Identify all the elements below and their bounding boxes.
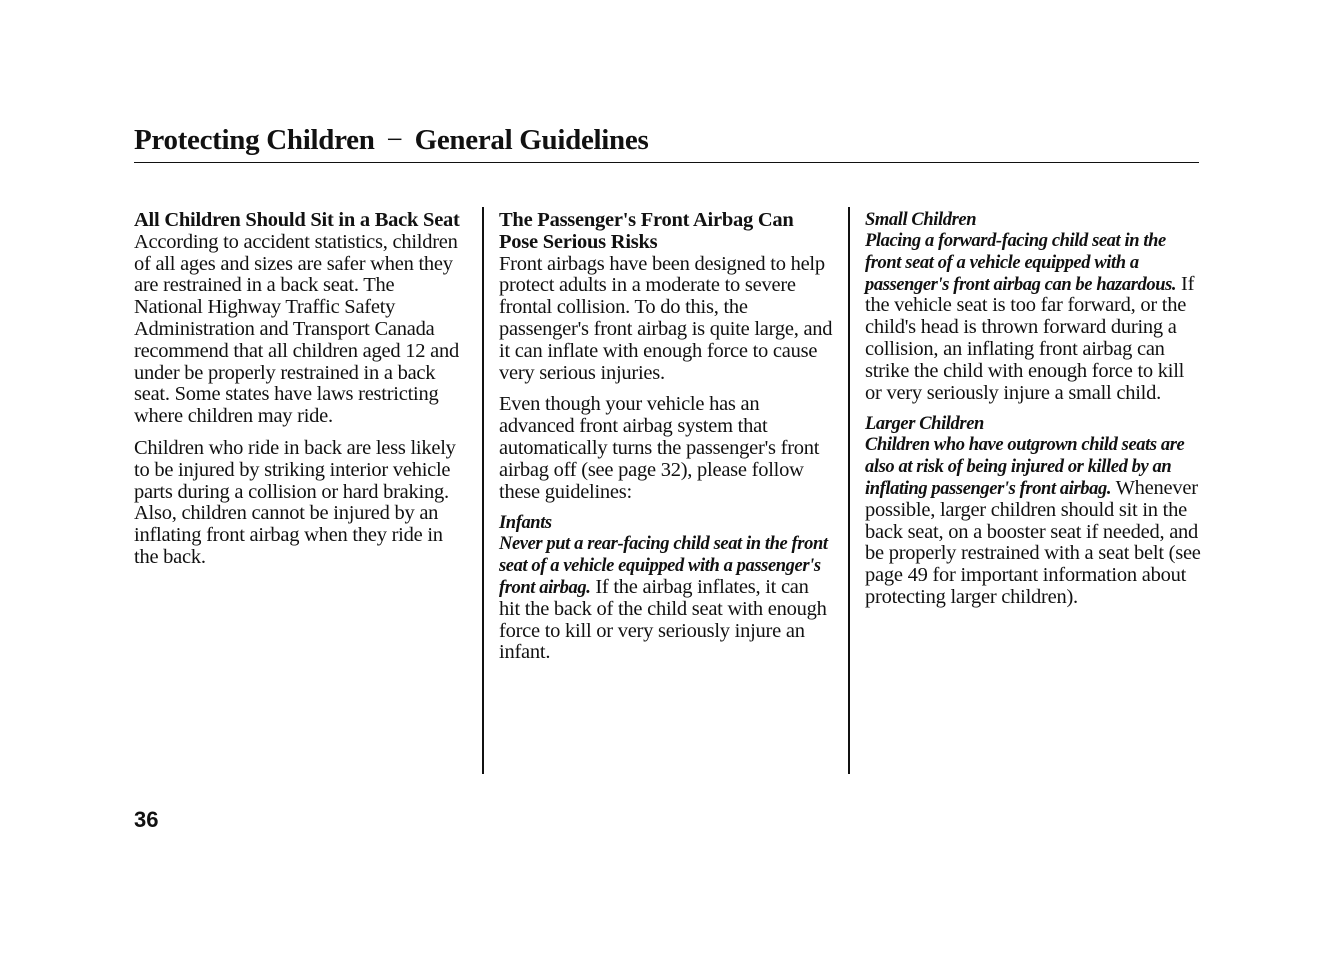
larger-children-heading: Larger Children <box>865 414 984 435</box>
airbag-risk-heading: The Passenger's Front Airbag Can Pose Serious Risks <box>499 209 794 253</box>
title-separator: − <box>386 124 403 156</box>
airbag-risk-para-1: Front airbags have been designed to help protect adults in a moderate to severe frontal collision. To do this, the passenger's front airbag is quite large, and it can inflate with enough force to cause very serious injuries. <box>499 252 833 384</box>
larger-children-text: Whenever possible, larger children should sit in the back seat, on a booster seat if needed, and be properly restrained with a seat belt (see page 49 for important information about protecting larger children). <box>865 476 1201 608</box>
column-1 <box>134 210 460 579</box>
page-number: 36 <box>134 807 159 832</box>
infants-text: If the airbag inflates, it can hit the back of the child seat with enough force to kill or very seriously injure an infant. <box>499 575 827 664</box>
larger-children-section <box>865 414 1203 608</box>
column-divider-1 <box>482 207 484 774</box>
back-seat-para-1: According to accident statistics, children of all ages and sizes are safer when they are restrained in a back seat. The National Highway Traffic Safety Administration and Transport Canada recommend that all children aged 12 and under be properly restrained in a back seat. Some states have laws restricting where children may ride. <box>134 230 459 428</box>
infants-warning: Never put a rear-facing child seat in the front seat of a vehicle equipped with a passenger's front airbag. <box>499 534 828 598</box>
title-rule <box>134 162 1199 163</box>
column-2 <box>499 210 833 674</box>
page-title-sub: General Guidelines <box>414 124 649 156</box>
infants-section <box>499 513 833 664</box>
back-seat-section <box>134 210 460 428</box>
back-seat-para-2: Children who ride in back are less likely to be injured by striking interior vehicle parts during a collision or hard braking. Also, children cannot be injured by an inflating front airbag when they ride in the back. <box>134 436 456 568</box>
page-title <box>134 120 648 160</box>
small-children-section <box>865 210 1203 404</box>
column-3 <box>865 210 1203 619</box>
page-title-main: Protecting Children <box>134 124 375 156</box>
small-children-heading: Small Children <box>865 210 977 230</box>
small-children-text: If the vehicle seat is too far forward, or the child's head is thrown forward during a collision, an inflating front airbag can strike the child with enough force to kill or very seriously injure a small child. <box>865 272 1195 404</box>
airbag-risk-section <box>499 210 833 384</box>
small-children-warning: Placing a forward-facing child seat in the front seat of a vehicle equipped with a passenger's front airbag can be hazardous. <box>865 231 1177 295</box>
airbag-risk-para-2: Even though your vehicle has an advanced front airbag system that automatically turns the passenger's front airbag off (see page 32), please follow these guidelines: <box>499 393 820 503</box>
infants-heading: Infants <box>499 513 552 534</box>
back-seat-heading: All Children Should Sit in a Back Seat <box>134 209 460 231</box>
larger-children-warning: Children who have outgrown child seats are also at risk of being injured or killed by an inflating passenger's front airbag. <box>865 435 1185 499</box>
column-divider-2 <box>848 207 850 774</box>
